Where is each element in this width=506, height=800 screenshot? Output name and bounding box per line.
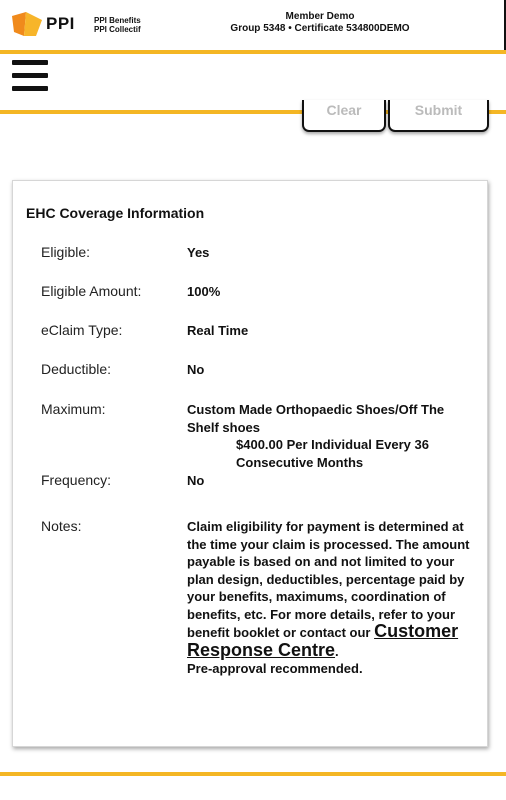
frequency-label: Frequency: bbox=[41, 472, 112, 488]
notes-value bbox=[187, 518, 477, 678]
header-divider bbox=[0, 50, 506, 54]
deductible-label: Deductible: bbox=[41, 361, 112, 377]
card-title: EHC Coverage Information bbox=[26, 205, 205, 221]
customer-response-centre-link[interactable]: Customer Response Centre bbox=[187, 621, 459, 660]
group-certificate: Group 5348 • Certificate 534800DEMO bbox=[230, 23, 410, 34]
preapproval-note: Pre-approval recommended. bbox=[187, 661, 363, 676]
brand-name bbox=[94, 16, 141, 34]
brand-line-french: PPI Collectif bbox=[94, 25, 141, 34]
submit-button[interactable]: Submit bbox=[388, 100, 489, 132]
coverage-card bbox=[12, 180, 488, 747]
maximum-label: Maximum: bbox=[41, 401, 106, 417]
clear-button[interactable]: Clear bbox=[302, 100, 386, 132]
deductible-value: No bbox=[187, 362, 205, 377]
eclaim-type-label: eClaim Type: bbox=[41, 322, 123, 338]
notes-label: Notes: bbox=[41, 518, 82, 534]
eligible-amount-value: 100% bbox=[187, 284, 221, 299]
maximum-value bbox=[187, 401, 477, 471]
brand-line-english: PPI Benefits bbox=[94, 16, 141, 25]
logo-text: PPI bbox=[46, 14, 75, 33]
member-name: Member Demo bbox=[285, 11, 355, 22]
hamburger-menu-icon[interactable] bbox=[12, 60, 48, 100]
eligible-amount-label: Eligible Amount: bbox=[41, 283, 142, 299]
maximum-amount: $400.00 Per Individual Every 36 Consecutive Months bbox=[236, 437, 429, 470]
eligible-value: Yes bbox=[187, 245, 210, 260]
member-info bbox=[200, 11, 440, 35]
ppi-logo-icon bbox=[10, 10, 44, 38]
notes-end: . bbox=[335, 643, 339, 659]
frequency-value: No bbox=[187, 473, 205, 488]
maximum-item: Custom Made Orthopaedic Shoes/Off The Shelf shoes bbox=[187, 402, 445, 435]
footer-divider bbox=[0, 772, 506, 776]
notes-text: Claim eligibility for payment is determined at the time your claim is processed. The amount payable is based on and not limited to your plan design, deductibles, percentage paid by your benefits, maximums, coordination of benefits, etc. For more details, refer to your benefit booklet or contact our bbox=[187, 519, 470, 640]
eligible-label: Eligible: bbox=[41, 244, 91, 260]
app-header bbox=[0, 0, 506, 50]
eclaim-type-value: Real Time bbox=[187, 323, 249, 338]
